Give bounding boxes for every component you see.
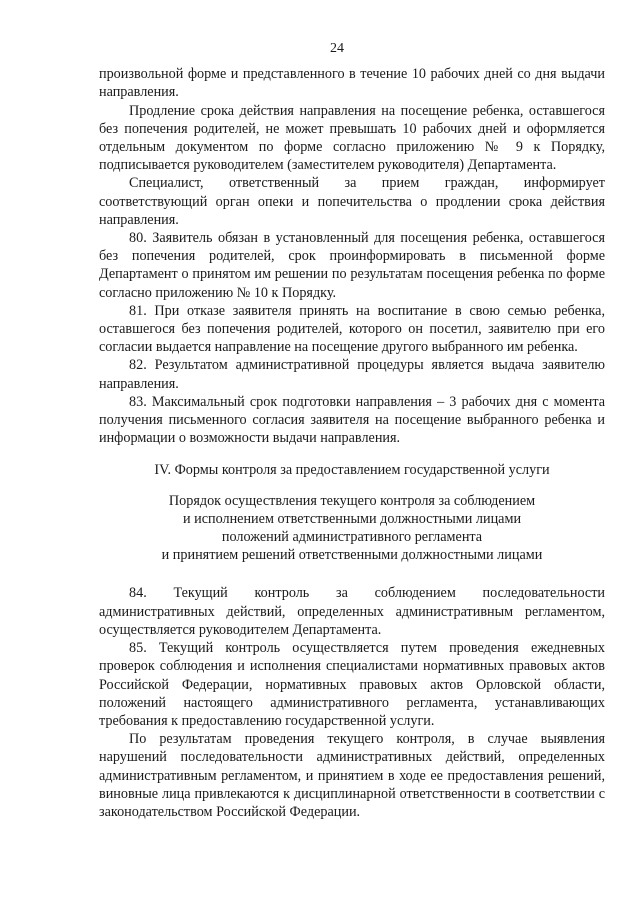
- sub-heading-line: Порядок осуществления текущего контроля за соблюдением: [168, 492, 536, 509]
- paragraph-prolong: Продление срока действия направления на посещение ребенка, оставшегося без попечения родителей, не может превышать 10 рабочих дней и оформляется отдельным документом по форме согласно приложению № 9 к Порядку, подписывается руководителем (заместителем руководителя) Департамента.: [99, 102, 605, 174]
- paragraph-results: По результатам проведения текущего контроля, в случае выявления нарушений последовательности административных действий, определенных административным регламентом, и принятием в ходе ее предоставления решений, виновные лица привлекаются к дисциплинарной ответственности в соответствии с законодательством Российской Федерации.: [99, 731, 605, 820]
- paragraph-specialist: Специалист, ответственный за прием граждан, информирует соответствующий орган опеки и попечительства о продлении срока действия направления.: [99, 175, 605, 228]
- paragraph-p81: 81. При отказе заявителя принять на воспитание в свою семью ребенка, оставшегося без попечения родителей, которого он посетил, заявителю при его согласии выдается направление на посещение другого выбранного им ребенка.: [99, 302, 605, 356]
- section-heading: IV. Формы контроля за предоставлением государственной услуги: [154, 462, 550, 479]
- paragraphs-bottom: [99, 584, 605, 821]
- document-page: [99, 40, 605, 821]
- sub-heading: [99, 492, 605, 565]
- paragraph-p85: 85. Текущий контроль осуществляется путем проведения ежедневных проверок соблюдения и исполнения специалистами нормативных правовых актов Российской Федерации, нормативных правовых актов Орловской области, положений настоящего административного регламента, устанавливающих требования к предоставлению государственной услуги.: [99, 640, 605, 729]
- paragraph-p84: 84. Текущий контроль за соблюдением последовательности административных действий, определенных административным регламентом, осуществляется руководителем Департамента.: [99, 585, 605, 638]
- sub-heading-line: положений административного регламента: [221, 529, 483, 546]
- sub-heading-line: и исполнением ответственными должностными лицами: [182, 510, 522, 527]
- paragraph-cont: произвольной форме и представленного в течение 10 рабочих дней со дня выдачи направления.: [99, 66, 605, 101]
- paragraph-p83: 83. Максимальный срок подготовки направления – 3 рабочих дня с момента получения письменного согласия заявителя на посещение выбранного ребенка и информации о возможности выдачи направления.: [99, 393, 605, 447]
- page-number: 24: [330, 41, 344, 56]
- paragraph-p80: 80. Заявитель обязан в установленный для посещения ребенка, оставшегося без попечения родителей, срок проинформировать в письменной форме Департамент о принятом им решении по результатам посещения ребенка по форме согласно приложению № 10 к Порядку.: [99, 230, 605, 301]
- paragraph-p82: 82. Результатом административной процедуры является выдача заявителю направления.: [99, 357, 605, 392]
- sub-heading-line: и принятием решений ответственными должностными лицами: [161, 547, 543, 564]
- paragraphs-top: [99, 65, 605, 447]
